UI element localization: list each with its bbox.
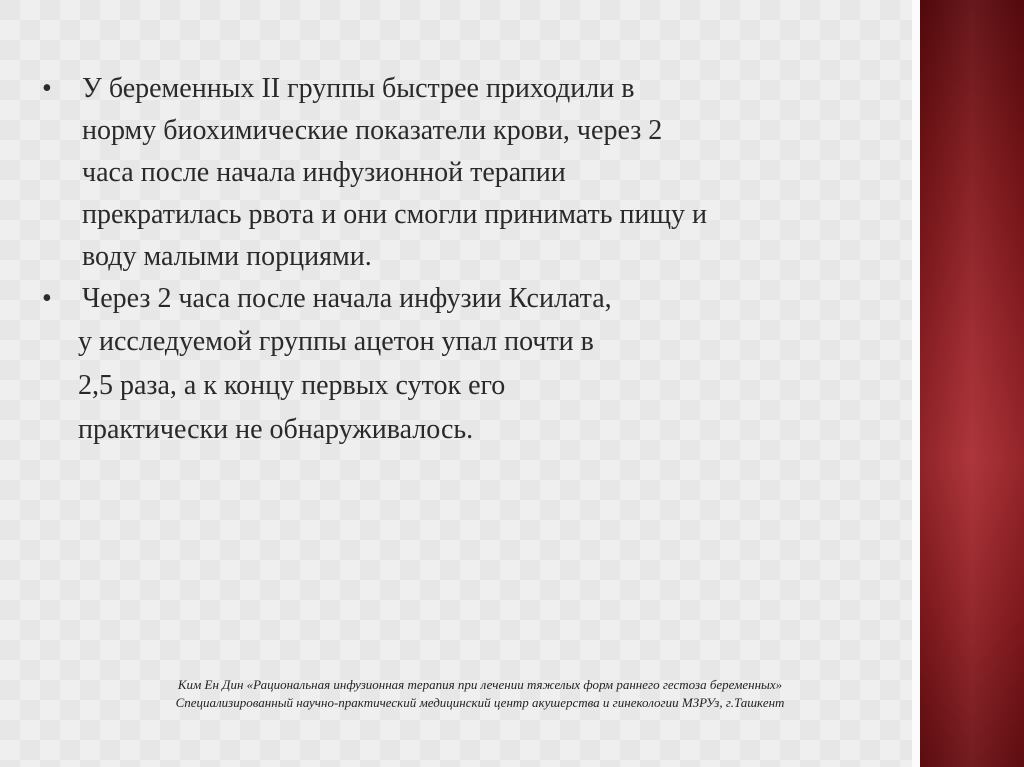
slide-body: [38, 68, 868, 452]
bullet-text: У беременных II группы быстрее приходили в норму биохимические показатели крови, через 2 часа после начала инфузионной терапии прекратилась рвота и они смогли принимать пищу и воду малыми порциями.: [82, 73, 708, 272]
bullet-item: [38, 68, 868, 278]
bullet-text: Через 2 часа после начала инфузии Ксилата,: [82, 283, 612, 314]
continuation-line: практически не обнаруживалось.: [78, 414, 474, 445]
bullet-icon: •: [42, 283, 52, 314]
citation-line-1: Ким Ен Дин «Рациональная инфузионная терапия при лечении тяжелых форм раннего гестоза беременных»: [177, 677, 783, 692]
citation-line-2: Специализированный научно-практический медицинский центр акушерства и гинекологии МЗРУз, г.Ташкент: [175, 695, 785, 710]
citation: [80, 676, 880, 712]
continuation-line: 2,5 раза, а к концу первых суток его: [78, 370, 506, 401]
accent-panel: [920, 0, 1024, 767]
bullet-icon: •: [42, 73, 52, 104]
accent-divider: [912, 0, 920, 767]
bullet-item: [38, 278, 868, 320]
continuation-line: у исследуемой группы ацетон упал почти в: [78, 326, 594, 357]
